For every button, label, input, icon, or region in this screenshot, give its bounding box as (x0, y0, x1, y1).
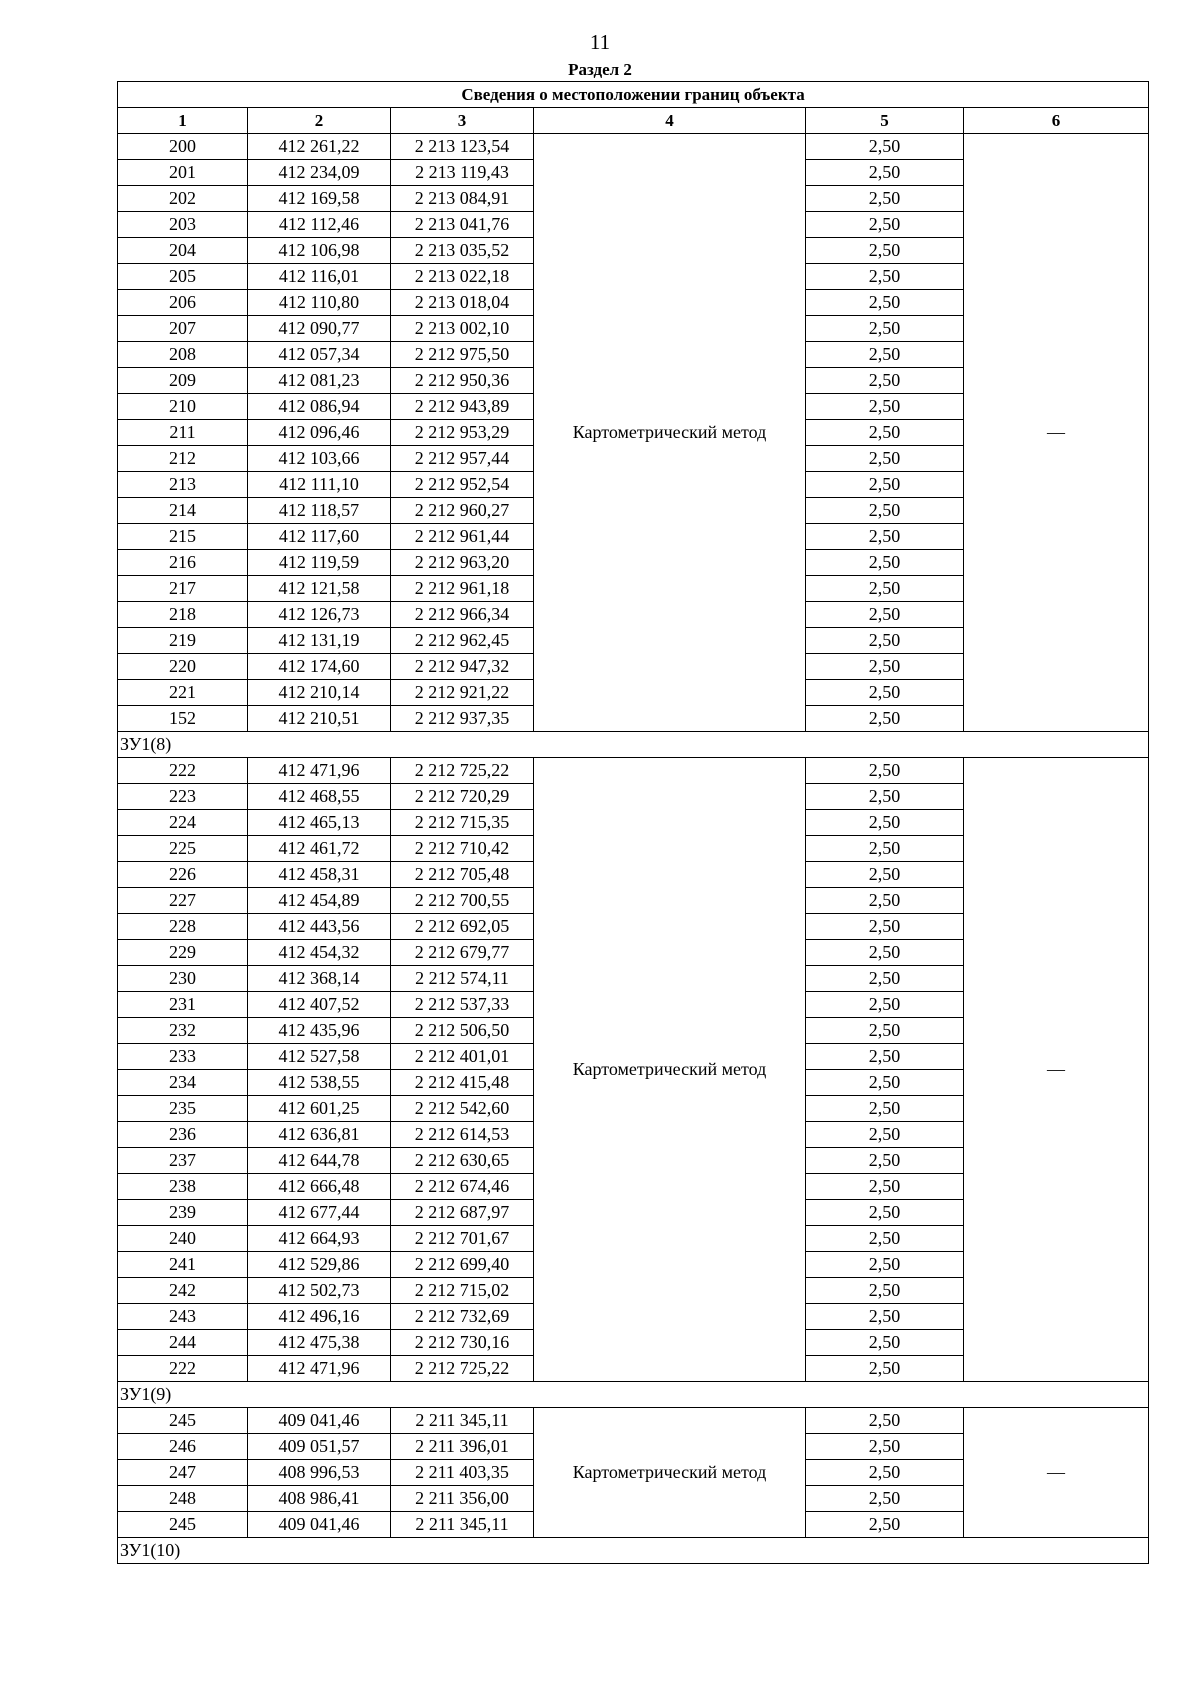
point-number-cell: 224 (118, 810, 248, 836)
accuracy-cell: 2,50 (806, 212, 964, 238)
coord-x-cell: 412 368,14 (248, 966, 391, 992)
coord-x-cell: 412 126,73 (248, 602, 391, 628)
coord-y-cell: 2 212 674,46 (391, 1174, 534, 1200)
coord-y-cell: 2 213 084,91 (391, 186, 534, 212)
description-cell: — (964, 134, 1149, 732)
coord-x-cell: 412 407,52 (248, 992, 391, 1018)
point-number-cell: 226 (118, 862, 248, 888)
accuracy-cell: 2,50 (806, 914, 964, 940)
coord-x-cell: 412 103,66 (248, 446, 391, 472)
accuracy-cell: 2,50 (806, 654, 964, 680)
coord-y-cell: 2 212 692,05 (391, 914, 534, 940)
column-header: 5 (806, 108, 964, 134)
accuracy-cell: 2,50 (806, 264, 964, 290)
coord-x-cell: 412 443,56 (248, 914, 391, 940)
point-number-cell: 204 (118, 238, 248, 264)
point-number-cell: 208 (118, 342, 248, 368)
coord-y-cell: 2 212 732,69 (391, 1304, 534, 1330)
group-label: ЗУ1(8) (118, 732, 1149, 758)
accuracy-cell: 2,50 (806, 888, 964, 914)
point-number-cell: 245 (118, 1408, 248, 1434)
coord-x-cell: 412 090,77 (248, 316, 391, 342)
coord-y-cell: 2 212 415,48 (391, 1070, 534, 1096)
coord-y-cell: 2 213 123,54 (391, 134, 534, 160)
accuracy-cell: 2,50 (806, 1304, 964, 1330)
point-number-cell: 216 (118, 550, 248, 576)
accuracy-cell: 2,50 (806, 1148, 964, 1174)
accuracy-cell: 2,50 (806, 420, 964, 446)
coord-x-cell: 412 644,78 (248, 1148, 391, 1174)
coord-y-cell: 2 211 345,11 (391, 1408, 534, 1434)
coord-y-cell: 2 212 921,22 (391, 680, 534, 706)
point-number-cell: 242 (118, 1278, 248, 1304)
accuracy-cell: 2,50 (806, 446, 964, 472)
accuracy-cell: 2,50 (806, 1278, 964, 1304)
point-number-cell: 234 (118, 1070, 248, 1096)
coord-y-cell: 2 211 396,01 (391, 1434, 534, 1460)
coord-y-cell: 2 213 018,04 (391, 290, 534, 316)
accuracy-cell: 2,50 (806, 836, 964, 862)
method-cell: Картометрический метод (534, 134, 806, 732)
point-number-cell: 205 (118, 264, 248, 290)
coord-x-cell: 412 261,22 (248, 134, 391, 160)
accuracy-cell: 2,50 (806, 576, 964, 602)
coord-x-cell: 409 041,46 (248, 1408, 391, 1434)
coord-y-cell: 2 212 574,11 (391, 966, 534, 992)
coord-y-cell: 2 212 537,33 (391, 992, 534, 1018)
coord-x-cell: 412 666,48 (248, 1174, 391, 1200)
point-number-cell: 152 (118, 706, 248, 732)
coord-x-cell: 412 234,09 (248, 160, 391, 186)
coord-y-cell: 2 212 614,53 (391, 1122, 534, 1148)
coord-y-cell: 2 212 947,32 (391, 654, 534, 680)
coord-x-cell: 412 121,58 (248, 576, 391, 602)
accuracy-cell: 2,50 (806, 1018, 964, 1044)
column-header-row (118, 108, 1149, 134)
coord-y-cell: 2 212 506,50 (391, 1018, 534, 1044)
accuracy-cell: 2,50 (806, 160, 964, 186)
accuracy-cell: 2,50 (806, 1044, 964, 1070)
group-label: ЗУ1(10) (118, 1538, 1149, 1564)
table-title-row (118, 82, 1149, 108)
accuracy-cell: 2,50 (806, 1252, 964, 1278)
coord-y-cell: 2 213 119,43 (391, 160, 534, 186)
accuracy-cell: 2,50 (806, 1408, 964, 1434)
point-number-cell: 229 (118, 940, 248, 966)
accuracy-cell: 2,50 (806, 186, 964, 212)
coord-x-cell: 412 502,73 (248, 1278, 391, 1304)
coord-x-cell: 412 210,14 (248, 680, 391, 706)
accuracy-cell: 2,50 (806, 1486, 964, 1512)
accuracy-cell: 2,50 (806, 550, 964, 576)
point-number-cell: 238 (118, 1174, 248, 1200)
method-cell: Картометрический метод (534, 1408, 806, 1538)
point-number-cell: 241 (118, 1252, 248, 1278)
coord-y-cell: 2 211 345,11 (391, 1512, 534, 1538)
point-number-cell: 212 (118, 446, 248, 472)
accuracy-cell: 2,50 (806, 524, 964, 550)
coord-y-cell: 2 212 730,16 (391, 1330, 534, 1356)
point-number-cell: 247 (118, 1460, 248, 1486)
coord-x-cell: 412 210,51 (248, 706, 391, 732)
column-header: 6 (964, 108, 1149, 134)
coord-x-cell: 412 118,57 (248, 498, 391, 524)
coord-x-cell: 412 169,58 (248, 186, 391, 212)
coord-y-cell: 2 212 960,27 (391, 498, 534, 524)
point-number-cell: 239 (118, 1200, 248, 1226)
point-number-cell: 222 (118, 758, 248, 784)
table-body (118, 134, 1149, 1564)
accuracy-cell: 2,50 (806, 316, 964, 342)
point-number-cell: 213 (118, 472, 248, 498)
coord-y-cell: 2 212 700,55 (391, 888, 534, 914)
accuracy-cell: 2,50 (806, 862, 964, 888)
method-cell: Картометрический метод (534, 758, 806, 1382)
coord-y-cell: 2 213 041,76 (391, 212, 534, 238)
accuracy-cell: 2,50 (806, 1512, 964, 1538)
coord-x-cell: 412 471,96 (248, 1356, 391, 1382)
accuracy-cell: 2,50 (806, 940, 964, 966)
accuracy-cell: 2,50 (806, 758, 964, 784)
coord-x-cell: 412 677,44 (248, 1200, 391, 1226)
coord-y-cell: 2 212 952,54 (391, 472, 534, 498)
coord-x-cell: 412 131,19 (248, 628, 391, 654)
coord-x-cell: 412 496,16 (248, 1304, 391, 1330)
coord-y-cell: 2 213 022,18 (391, 264, 534, 290)
accuracy-cell: 2,50 (806, 628, 964, 654)
accuracy-cell: 2,50 (806, 706, 964, 732)
accuracy-cell: 2,50 (806, 472, 964, 498)
coord-y-cell: 2 212 542,60 (391, 1096, 534, 1122)
coord-x-cell: 412 081,23 (248, 368, 391, 394)
coord-y-cell: 2 212 720,29 (391, 784, 534, 810)
accuracy-cell: 2,50 (806, 992, 964, 1018)
point-number-cell: 221 (118, 680, 248, 706)
column-header: 1 (118, 108, 248, 134)
accuracy-cell: 2,50 (806, 1460, 964, 1486)
point-number-cell: 206 (118, 290, 248, 316)
accuracy-cell: 2,50 (806, 134, 964, 160)
accuracy-cell: 2,50 (806, 966, 964, 992)
accuracy-cell: 2,50 (806, 1174, 964, 1200)
table-row (118, 134, 1149, 160)
coord-y-cell: 2 212 725,22 (391, 1356, 534, 1382)
coord-y-cell: 2 212 699,40 (391, 1252, 534, 1278)
coord-y-cell: 2 212 961,18 (391, 576, 534, 602)
point-number-cell: 232 (118, 1018, 248, 1044)
coord-x-cell: 412 111,10 (248, 472, 391, 498)
point-number-cell: 236 (118, 1122, 248, 1148)
accuracy-cell: 2,50 (806, 342, 964, 368)
point-number-cell: 203 (118, 212, 248, 238)
point-number-cell: 201 (118, 160, 248, 186)
accuracy-cell: 2,50 (806, 1122, 964, 1148)
accuracy-cell: 2,50 (806, 290, 964, 316)
coord-x-cell: 412 174,60 (248, 654, 391, 680)
point-number-cell: 211 (118, 420, 248, 446)
point-number-cell: 233 (118, 1044, 248, 1070)
coord-y-cell: 2 212 962,45 (391, 628, 534, 654)
accuracy-cell: 2,50 (806, 1096, 964, 1122)
point-number-cell: 222 (118, 1356, 248, 1382)
group-label: ЗУ1(9) (118, 1382, 1149, 1408)
point-number-cell: 215 (118, 524, 248, 550)
coord-x-cell: 412 471,96 (248, 758, 391, 784)
accuracy-cell: 2,50 (806, 1226, 964, 1252)
group-label-row (118, 1382, 1149, 1408)
coord-x-cell: 412 468,55 (248, 784, 391, 810)
coord-y-cell: 2 212 715,02 (391, 1278, 534, 1304)
point-number-cell: 220 (118, 654, 248, 680)
accuracy-cell: 2,50 (806, 394, 964, 420)
coord-x-cell: 412 475,38 (248, 1330, 391, 1356)
table-row (118, 758, 1149, 784)
coord-x-cell: 412 086,94 (248, 394, 391, 420)
point-number-cell: 218 (118, 602, 248, 628)
coord-x-cell: 412 538,55 (248, 1070, 391, 1096)
coord-y-cell: 2 212 705,48 (391, 862, 534, 888)
coord-x-cell: 412 057,34 (248, 342, 391, 368)
accuracy-cell: 2,50 (806, 784, 964, 810)
point-number-cell: 231 (118, 992, 248, 1018)
coord-x-cell: 412 119,59 (248, 550, 391, 576)
point-number-cell: 217 (118, 576, 248, 602)
coord-x-cell: 408 986,41 (248, 1486, 391, 1512)
point-number-cell: 202 (118, 186, 248, 212)
point-number-cell: 246 (118, 1434, 248, 1460)
point-number-cell: 245 (118, 1512, 248, 1538)
point-number-cell: 227 (118, 888, 248, 914)
coord-y-cell: 2 212 961,44 (391, 524, 534, 550)
coord-x-cell: 412 106,98 (248, 238, 391, 264)
point-number-cell: 207 (118, 316, 248, 342)
column-header: 3 (391, 108, 534, 134)
point-number-cell: 230 (118, 966, 248, 992)
coord-x-cell: 412 636,81 (248, 1122, 391, 1148)
description-cell: — (964, 1408, 1149, 1538)
coord-y-cell: 2 212 966,34 (391, 602, 534, 628)
point-number-cell: 228 (118, 914, 248, 940)
coord-y-cell: 2 212 701,67 (391, 1226, 534, 1252)
coord-y-cell: 2 212 725,22 (391, 758, 534, 784)
coord-x-cell: 412 664,93 (248, 1226, 391, 1252)
column-header: 4 (534, 108, 806, 134)
coord-x-cell: 412 465,13 (248, 810, 391, 836)
point-number-cell: 237 (118, 1148, 248, 1174)
accuracy-cell: 2,50 (806, 680, 964, 706)
coord-y-cell: 2 212 975,50 (391, 342, 534, 368)
point-number-cell: 219 (118, 628, 248, 654)
coord-x-cell: 412 529,86 (248, 1252, 391, 1278)
coord-y-cell: 2 212 630,65 (391, 1148, 534, 1174)
point-number-cell: 214 (118, 498, 248, 524)
accuracy-cell: 2,50 (806, 238, 964, 264)
point-number-cell: 243 (118, 1304, 248, 1330)
coord-x-cell: 412 112,46 (248, 212, 391, 238)
coord-x-cell: 412 461,72 (248, 836, 391, 862)
point-number-cell: 223 (118, 784, 248, 810)
group-label-row (118, 732, 1149, 758)
table-row (118, 1408, 1149, 1434)
point-number-cell: 248 (118, 1486, 248, 1512)
point-number-cell: 209 (118, 368, 248, 394)
coord-y-cell: 2 211 356,00 (391, 1486, 534, 1512)
coord-y-cell: 2 212 937,35 (391, 706, 534, 732)
coord-x-cell: 412 435,96 (248, 1018, 391, 1044)
accuracy-cell: 2,50 (806, 602, 964, 628)
coord-x-cell: 409 051,57 (248, 1434, 391, 1460)
page-number: 11 (589, 30, 611, 54)
accuracy-cell: 2,50 (806, 1330, 964, 1356)
coord-y-cell: 2 212 679,77 (391, 940, 534, 966)
description-cell: — (964, 758, 1149, 1382)
accuracy-cell: 2,50 (806, 1356, 964, 1382)
coord-x-cell: 408 996,53 (248, 1460, 391, 1486)
point-number-cell: 210 (118, 394, 248, 420)
coord-x-cell: 412 116,01 (248, 264, 391, 290)
point-number-cell: 225 (118, 836, 248, 862)
coord-x-cell: 412 096,46 (248, 420, 391, 446)
coord-y-cell: 2 212 953,29 (391, 420, 534, 446)
accuracy-cell: 2,50 (806, 810, 964, 836)
coord-x-cell: 412 110,80 (248, 290, 391, 316)
coord-x-cell: 412 527,58 (248, 1044, 391, 1070)
accuracy-cell: 2,50 (806, 1070, 964, 1096)
column-header: 2 (248, 108, 391, 134)
coord-y-cell: 2 212 401,01 (391, 1044, 534, 1070)
accuracy-cell: 2,50 (806, 498, 964, 524)
coord-y-cell: 2 211 403,35 (391, 1460, 534, 1486)
coord-y-cell: 2 212 687,97 (391, 1200, 534, 1226)
coord-y-cell: 2 212 710,42 (391, 836, 534, 862)
coord-y-cell: 2 212 963,20 (391, 550, 534, 576)
coord-y-cell: 2 212 943,89 (391, 394, 534, 420)
point-number-cell: 200 (118, 134, 248, 160)
coord-x-cell: 412 601,25 (248, 1096, 391, 1122)
point-number-cell: 244 (118, 1330, 248, 1356)
coord-y-cell: 2 212 950,36 (391, 368, 534, 394)
coord-x-cell: 409 041,46 (248, 1512, 391, 1538)
coord-x-cell: 412 454,32 (248, 940, 391, 966)
accuracy-cell: 2,50 (806, 1434, 964, 1460)
coord-y-cell: 2 212 715,35 (391, 810, 534, 836)
coord-y-cell: 2 213 002,10 (391, 316, 534, 342)
section-title: Раздел 2 (568, 60, 632, 79)
coord-x-cell: 412 454,89 (248, 888, 391, 914)
accuracy-cell: 2,50 (806, 368, 964, 394)
point-number-cell: 240 (118, 1226, 248, 1252)
coordinates-table (117, 81, 1149, 1564)
group-label-row (118, 1538, 1149, 1564)
point-number-cell: 235 (118, 1096, 248, 1122)
coord-y-cell: 2 213 035,52 (391, 238, 534, 264)
coord-x-cell: 412 117,60 (248, 524, 391, 550)
accuracy-cell: 2,50 (806, 1200, 964, 1226)
table-title: Сведения о местоположении границ объекта (118, 82, 1149, 108)
coord-y-cell: 2 212 957,44 (391, 446, 534, 472)
coord-x-cell: 412 458,31 (248, 862, 391, 888)
